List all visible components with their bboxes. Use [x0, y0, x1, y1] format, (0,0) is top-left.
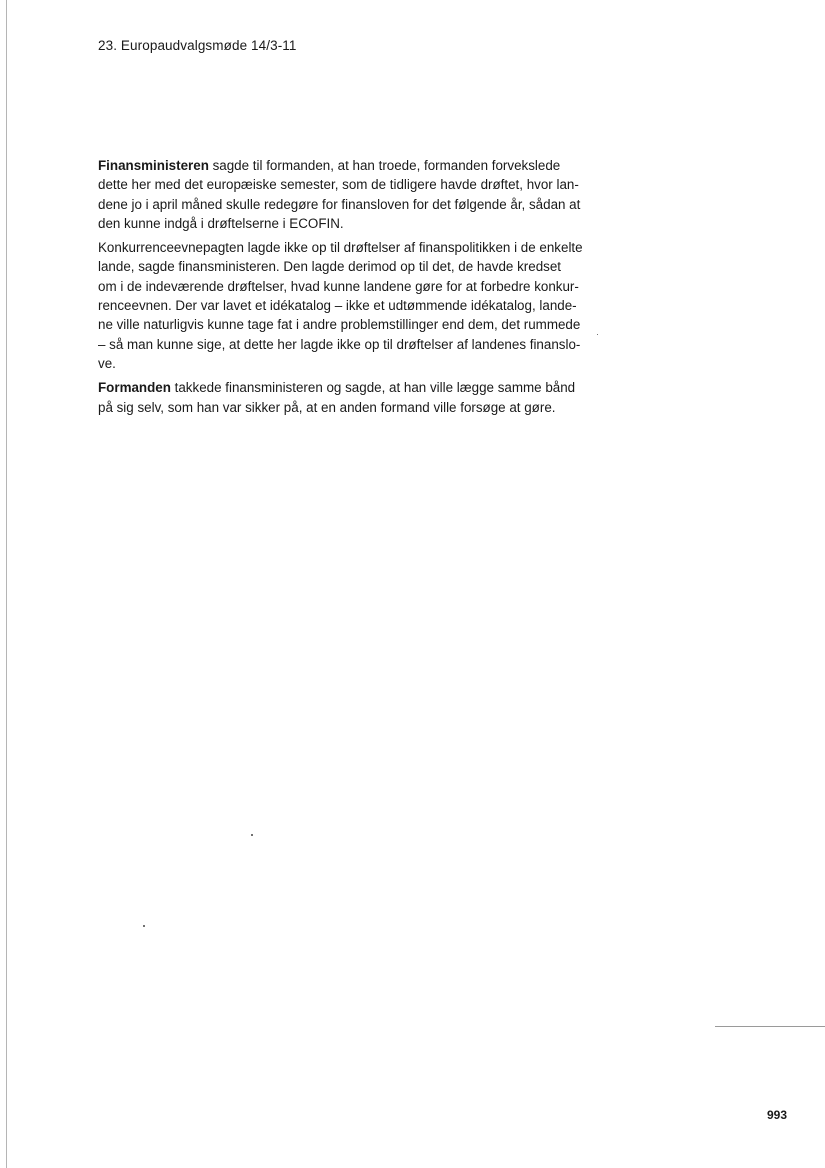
paragraph-konkurrenceevnepagten [98, 238, 586, 373]
paragraph-line: den kunne indgå i drøftelserne i ECOFIN. [98, 215, 344, 231]
paragraph-line: dette her med det europæiske semester, som de tidligere havde drøftet, hvor lan- [98, 177, 579, 193]
minutes-body [98, 156, 586, 422]
scan-artifact-line [715, 1026, 825, 1027]
paragraph-line: – så man kunne sige, at dette her lagde ikke op til drøftelser af landenes finanslo- [98, 336, 581, 352]
scan-speck [597, 334, 598, 335]
scan-speck [143, 925, 145, 927]
paragraph-formanden [98, 378, 586, 417]
paragraph-line: dene jo i april måned skulle redegøre for finansloven for det følgende år, sådan at [98, 196, 581, 212]
running-header: 23. Europaudvalgsmøde 14/3-11 [98, 38, 297, 53]
paragraph-line: renceevnen. Der var lavet et idékatalog – ikke et udtømmende idékatalog, lande- [98, 298, 577, 314]
paragraph-line: lande, sagde finansministeren. Den lagde derimod op til det, de havde kredset [98, 259, 562, 275]
scan-speck [251, 834, 253, 836]
paragraph-line: Formanden takkede finansministeren og sagde, at han ville lægge samme bånd [98, 380, 576, 396]
paragraph-line: Konkurrenceevnepagten lagde ikke op til drøftelser af finanspolitikken i de enkelte [98, 240, 583, 256]
paragraph-line: på sig selv, som han var sikker på, at en anden formand ville forsøge at gøre. [98, 399, 556, 415]
page-number: 993 [767, 1108, 788, 1122]
speaker-name: Finansministeren [98, 158, 209, 173]
paragraph-line: Finansministeren sagde til formanden, at han troede, formanden forvekslede [98, 158, 561, 173]
paragraph-line: om i de indeværende drøftelser, hvad kunne landene gøre for at forbedre konkur- [98, 278, 579, 294]
page-edge [6, 0, 7, 1168]
speaker-name: Formanden [98, 380, 171, 396]
paragraph-line: ne ville naturligvis kunne tage fat i andre problemstillinger end dem, det rummede [98, 317, 581, 333]
paragraph-line: ve. [98, 355, 116, 371]
paragraph-finansministeren [98, 156, 586, 233]
